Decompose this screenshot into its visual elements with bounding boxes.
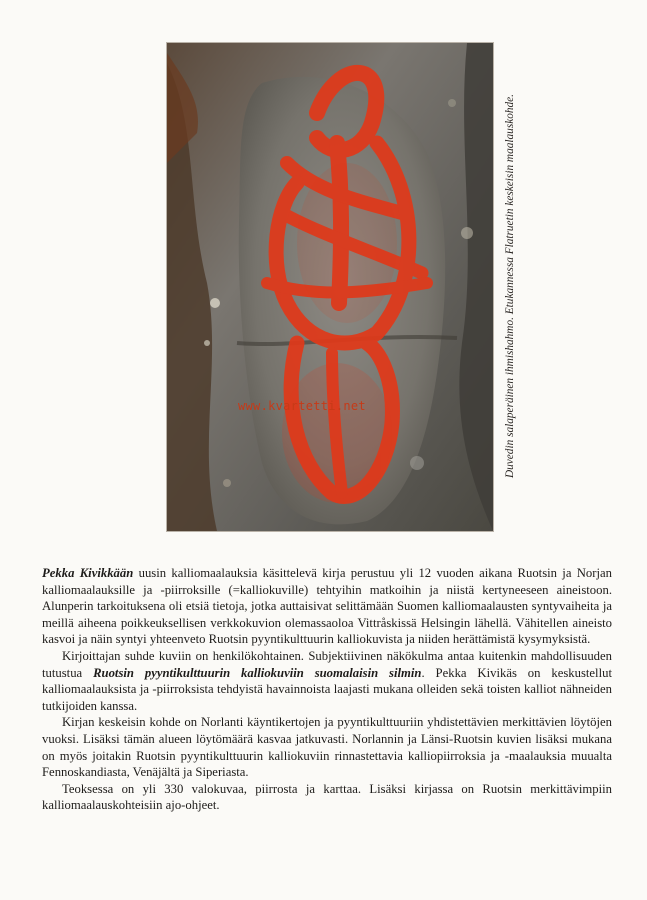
description-text (42, 565, 612, 814)
photo-caption (498, 42, 522, 530)
paragraph-3: Kirjan keskeisin kohde on Norlanti käyntikertojen ja pyyntikulttuuriin yhdistettävien merkittävien löytöjen vuoksi. Lisäksi tämän alueen löytömäärä kasvaa jatkuvasti. Norlannin ja Länsi-Ruotsin kuvien lisäksi mukana on myös joitakin Ruotsin pyyntikulttuurin kalliokuviin rinnastettavia kalliopiirroksia ja -maalauksia muualta Fennoskandiasta, Venäjältä ja Siperiasta. (42, 715, 612, 780)
author-name: Pekka Kivikkään (42, 566, 134, 580)
rock-painting-photo (166, 42, 494, 532)
paragraph-2 (42, 648, 612, 714)
paragraph-4: Teoksessa on yli 330 valokuvaa, piirrosta ja karttaa. Lisäksi kirjassa on Ruotsin merkittävimpiin kalliomaalauskohteisiin ajo-ohjeet. (42, 781, 612, 813)
rock-painting-illustration (167, 43, 493, 531)
paragraph-1 (42, 565, 612, 648)
watermark-text: www.kvartetti.net (238, 399, 366, 413)
paragraph-2-before: Kirjoittajan suhde kuviin on henkilökohtainen. Subjektiivinen näkökulma antaa kuitenkin mahdollisuuden tutustua (42, 648, 612, 680)
paragraph-2-after: . Pekka Kivikäs on keskustellut kalliomaalauksista ja -piirroksista tehdyistä havainnoista laajasti mukana olleiden sekä toisten kalliot nähneiden tutkijoiden kanssa. (42, 665, 612, 713)
paragraph-1-text: uusin kalliomaalauksia käsittelevä kirja perustuu yli 12 vuoden aikana Ruotsin ja Norjan kalliomaalauksille ja -piirroksille (=kalliokuville) tehtyihin matkoihin ja niistä kertyneeseen aineistoon. Alunperin tarkoituksena oli etsiä tietoja, jotka auttaisivat selittämään Suomen kalliomaalausten syntyvaiheita ja meillä aiheena poikkeuksellisen verkkokuvion olemassaoloa Vittråskissä Helsingin lähellä. Vähitellen aineisto kasvoi ja näin syntyi yhteenveto Ruotsin pyyntikulttuurin kalliokuvista ja niiden herättämistä kysymyksistä. (42, 566, 612, 647)
paragraph-2-emphasis: Ruotsin pyyntikulttuurin kalliokuviin suomalaisin silmin (93, 665, 422, 680)
photo-caption-text: Duvedin salaperäinen ihmishahmo. Etukannessa Flatruetin keskeisin maalauskohde. (504, 93, 516, 479)
